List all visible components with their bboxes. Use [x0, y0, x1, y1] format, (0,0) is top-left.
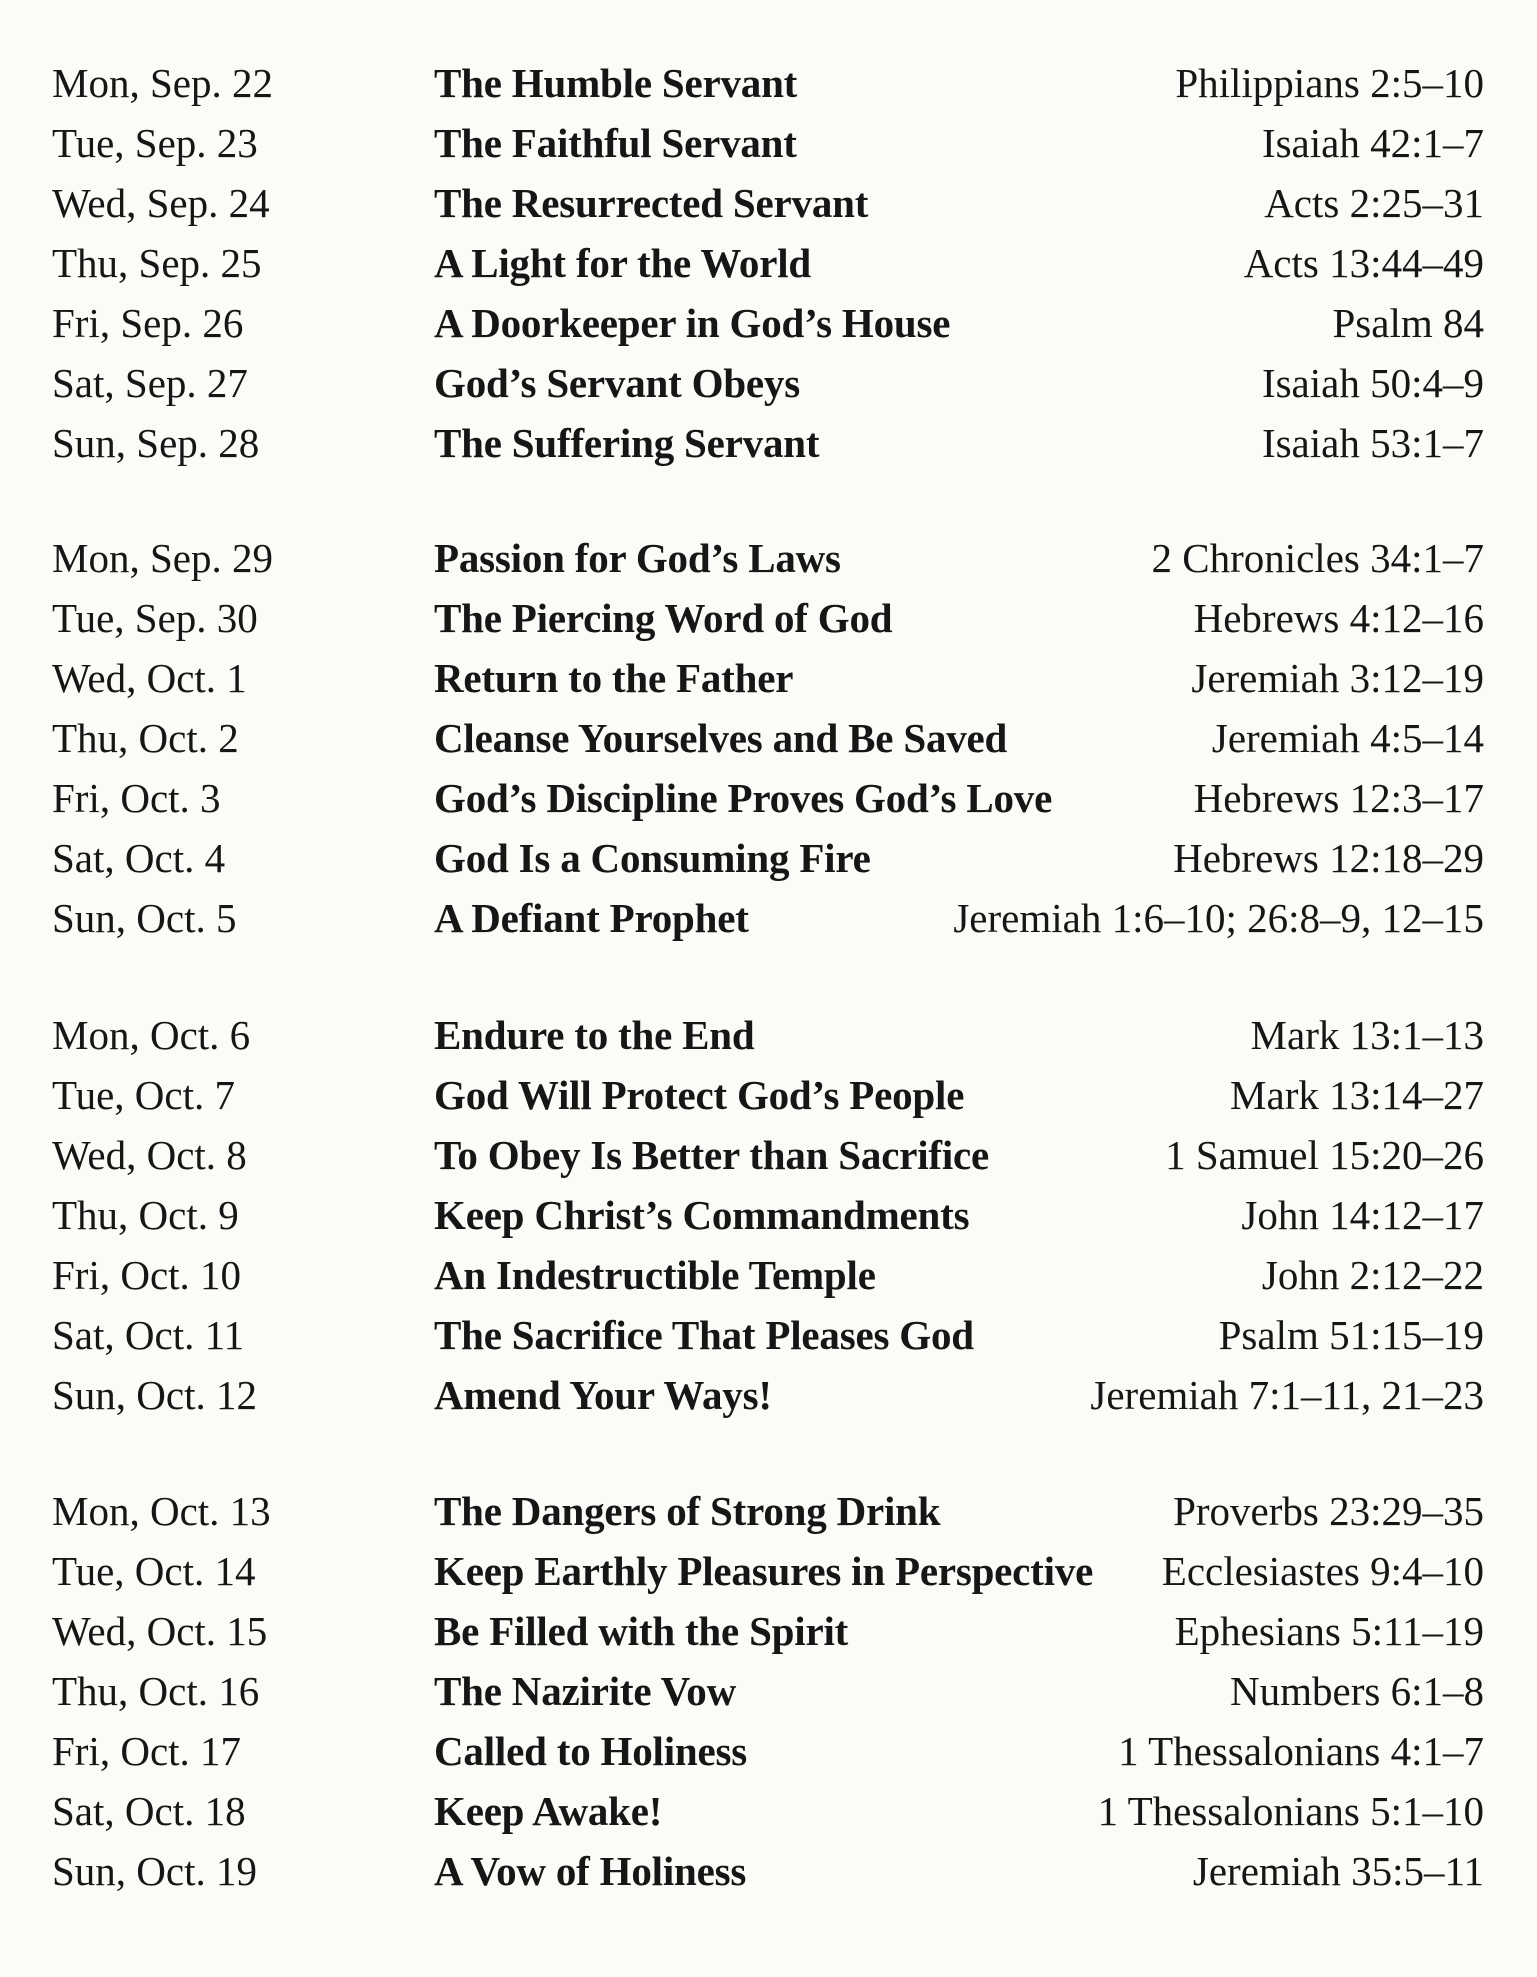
reading-date: Tue, Oct. 7 — [52, 1072, 235, 1118]
reading-date: Thu, Oct. 9 — [52, 1192, 239, 1238]
week-group-1 — [52, 53, 1484, 473]
week-group-3 — [52, 1005, 1484, 1425]
reading-date: Wed, Oct. 8 — [52, 1132, 247, 1178]
reading-row — [52, 528, 1484, 588]
reading-date: Sat, Sep. 27 — [52, 360, 248, 406]
reading-title: The Dangers of Strong Drink — [434, 1488, 941, 1534]
reading-date: Thu, Oct. 2 — [52, 715, 239, 761]
reading-title: Called to Holiness — [434, 1728, 748, 1774]
reading-date: Mon, Sep. 29 — [52, 535, 273, 581]
scripture-reference: Isaiah 42:1–7 — [1261, 120, 1484, 166]
reading-date: Sat, Oct. 18 — [52, 1788, 246, 1834]
scripture-reference: Jeremiah 35:5–11 — [1192, 1848, 1484, 1894]
scripture-reference: 1 Thessalonians 5:1–10 — [1097, 1788, 1484, 1834]
reading-date: Mon, Sep. 22 — [52, 60, 273, 106]
reading-date: Fri, Sep. 26 — [52, 300, 244, 346]
scripture-reference: Jeremiah 7:1–11, 21–23 — [1090, 1372, 1484, 1418]
scripture-reference: Jeremiah 3:12–19 — [1191, 655, 1484, 701]
reading-title: Keep Earthly Pleasures in Perspective — [434, 1548, 1094, 1594]
scripture-reference: Proverbs 23:29–35 — [1173, 1488, 1484, 1534]
reading-row — [52, 888, 1484, 948]
reading-title: God Will Protect God’s People — [434, 1072, 965, 1118]
reading-title: An Indestructible Temple — [434, 1252, 876, 1298]
reading-row — [52, 1245, 1484, 1305]
reading-date: Fri, Oct. 3 — [52, 775, 221, 821]
reading-row — [52, 708, 1484, 768]
reading-date: Sun, Oct. 5 — [52, 895, 237, 941]
reading-title: God Is a Consuming Fire — [434, 835, 871, 881]
reading-row — [52, 113, 1484, 173]
scripture-reference: Ecclesiastes 9:4–10 — [1161, 1548, 1484, 1594]
reading-title: The Faithful Servant — [434, 120, 797, 166]
scripture-reference: Hebrews 12:3–17 — [1193, 775, 1484, 821]
reading-title: Amend Your Ways! — [434, 1372, 772, 1418]
reading-title: Be Filled with the Spirit — [434, 1608, 849, 1654]
week-group-4 — [52, 1481, 1484, 1901]
reading-title: The Resurrected Servant — [434, 180, 869, 226]
reading-title: Cleanse Yourselves and Be Saved — [434, 715, 1008, 761]
reading-date: Sun, Sep. 28 — [52, 420, 260, 466]
reading-date: Thu, Oct. 16 — [52, 1668, 260, 1714]
reading-date: Thu, Sep. 25 — [52, 240, 262, 286]
reading-row — [52, 768, 1484, 828]
reading-row — [52, 1005, 1484, 1065]
reading-date: Sat, Oct. 11 — [52, 1312, 245, 1358]
reading-row — [52, 1365, 1484, 1425]
scripture-reference: 1 Samuel 15:20–26 — [1165, 1132, 1484, 1178]
reading-title: A Doorkeeper in God’s House — [434, 300, 951, 346]
reading-row — [52, 53, 1484, 113]
scripture-reference: 1 Thessalonians 4:1–7 — [1118, 1728, 1484, 1774]
reading-date: Tue, Sep. 23 — [52, 120, 258, 166]
reading-row — [52, 413, 1484, 473]
scripture-reference: Ephesians 5:11–19 — [1174, 1608, 1484, 1654]
scripture-reference: Acts 2:25–31 — [1264, 180, 1484, 226]
scripture-reference: John 2:12–22 — [1261, 1252, 1484, 1298]
reading-title: God’s Discipline Proves God’s Love — [434, 775, 1053, 821]
reading-title: A Light for the World — [434, 240, 811, 286]
reading-date: Sun, Oct. 12 — [52, 1372, 257, 1418]
reading-title: A Vow of Holiness — [434, 1848, 747, 1894]
reading-row — [52, 233, 1484, 293]
reading-title: Endure to the End — [434, 1012, 755, 1058]
scripture-reference: John 14:12–17 — [1241, 1192, 1484, 1238]
scripture-reference: Psalm 51:15–19 — [1218, 1312, 1484, 1358]
reading-row — [52, 353, 1484, 413]
scripture-reference: 2 Chronicles 34:1–7 — [1151, 535, 1484, 581]
scripture-reference: Psalm 84 — [1332, 300, 1484, 346]
reading-date: Fri, Oct. 17 — [52, 1728, 242, 1774]
reading-title: Return to the Father — [434, 655, 794, 701]
reading-title: The Piercing Word of God — [434, 595, 893, 641]
scripture-reference: Isaiah 50:4–9 — [1261, 360, 1484, 406]
reading-title: The Humble Servant — [434, 60, 798, 106]
reading-row — [52, 648, 1484, 708]
reading-row — [52, 828, 1484, 888]
reading-title: A Defiant Prophet — [434, 895, 749, 941]
reading-date: Mon, Oct. 6 — [52, 1012, 251, 1058]
scripture-reference: Philippians 2:5–10 — [1175, 60, 1484, 106]
reading-row — [52, 588, 1484, 648]
scripture-reference: Jeremiah 1:6–10; 26:8–9, 12–15 — [953, 895, 1484, 941]
scripture-reference: Hebrews 12:18–29 — [1173, 835, 1484, 881]
reading-title: The Sacrifice That Pleases God — [434, 1312, 974, 1358]
reading-date: Tue, Oct. 14 — [52, 1548, 256, 1594]
reading-date: Tue, Sep. 30 — [52, 595, 258, 641]
reading-row — [52, 1305, 1484, 1365]
reading-row — [52, 1841, 1484, 1901]
scripture-reference: Mark 13:14–27 — [1230, 1072, 1484, 1118]
reading-row — [52, 1601, 1484, 1661]
reading-row — [52, 293, 1484, 353]
reading-row — [52, 1541, 1484, 1601]
reading-title: To Obey Is Better than Sacrifice — [434, 1132, 990, 1178]
reading-title: Passion for God’s Laws — [434, 535, 841, 581]
week-group-2 — [52, 528, 1484, 948]
reading-row — [52, 1781, 1484, 1841]
reading-row — [52, 173, 1484, 233]
scripture-reference: Mark 13:1–13 — [1250, 1012, 1484, 1058]
scripture-reference: Hebrews 4:12–16 — [1193, 595, 1484, 641]
reading-date: Wed, Oct. 1 — [52, 655, 247, 701]
reading-date: Sun, Oct. 19 — [52, 1848, 257, 1894]
reading-row — [52, 1185, 1484, 1245]
reading-title: The Suffering Servant — [434, 420, 820, 466]
reading-date: Sat, Oct. 4 — [52, 835, 226, 881]
reading-row — [52, 1661, 1484, 1721]
reading-title: God’s Servant Obeys — [434, 360, 800, 406]
reading-date: Wed, Oct. 15 — [52, 1608, 268, 1654]
reading-date: Fri, Oct. 10 — [52, 1252, 242, 1298]
reading-title: Keep Awake! — [434, 1788, 663, 1834]
scripture-reference: Jeremiah 4:5–14 — [1211, 715, 1484, 761]
reading-row — [52, 1065, 1484, 1125]
reading-date: Wed, Sep. 24 — [52, 180, 270, 226]
reading-title: The Nazirite Vow — [434, 1668, 736, 1714]
reading-row — [52, 1721, 1484, 1781]
reading-row — [52, 1125, 1484, 1185]
scripture-reference: Numbers 6:1–8 — [1230, 1668, 1484, 1714]
reading-row — [52, 1481, 1484, 1541]
scripture-reference: Acts 13:44–49 — [1243, 240, 1484, 286]
reading-date: Mon, Oct. 13 — [52, 1488, 271, 1534]
reading-title: Keep Christ’s Commandments — [434, 1192, 970, 1238]
scripture-reference: Isaiah 53:1–7 — [1261, 420, 1484, 466]
